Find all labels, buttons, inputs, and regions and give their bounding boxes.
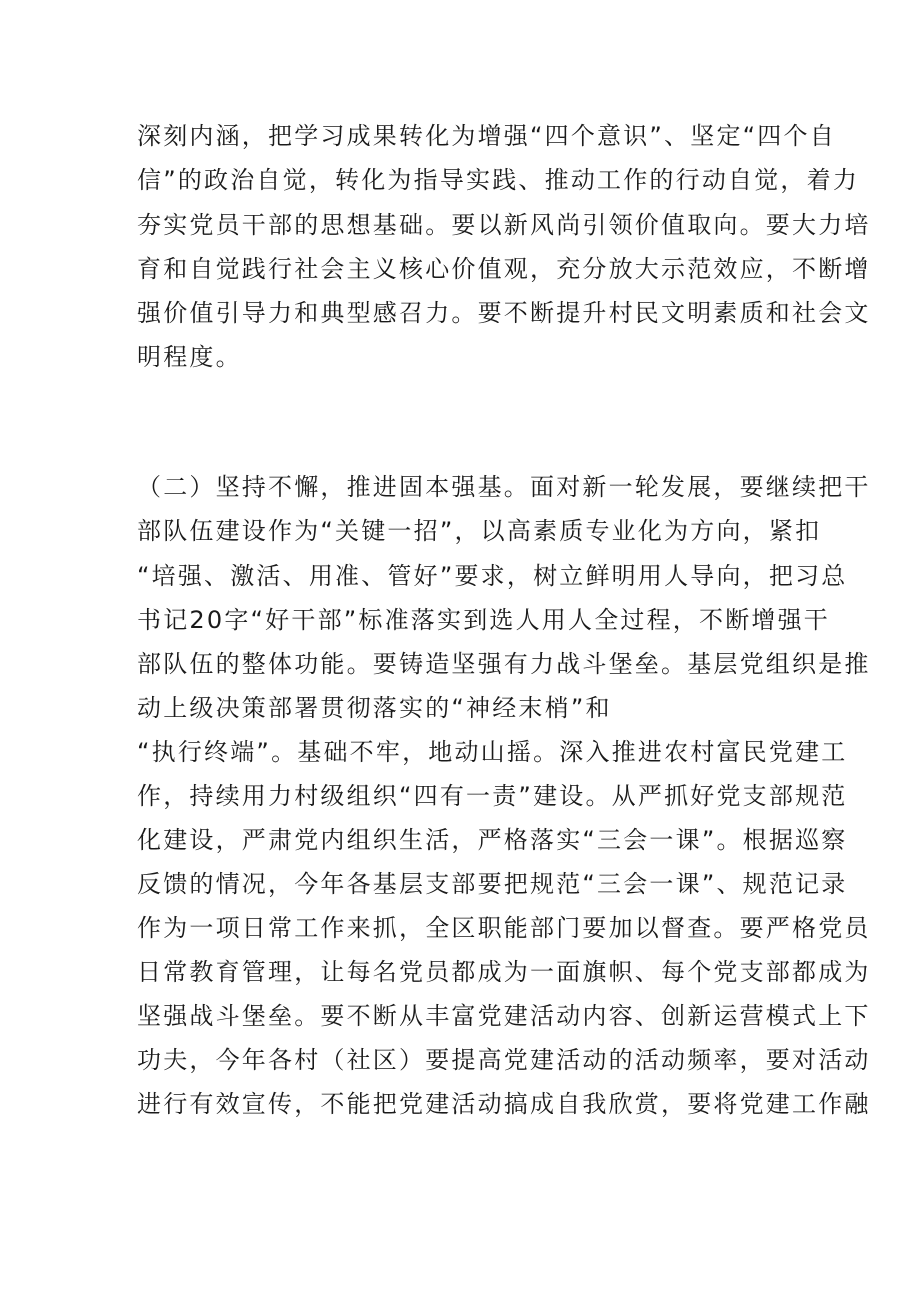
paragraph-line: 信”的政治自觉，转化为指导实践、推动工作的行动自觉，着力	[137, 166, 860, 194]
paragraph-line: （二）坚持不懈，推进固本强基。面对新一轮发展，要继续把干	[137, 473, 871, 501]
paragraph-line: 部队伍建设作为“关键一招”，以高素质专业化为方向，紧扣	[137, 517, 822, 545]
paragraph-line: 作为一项日常工作来抓，全区职能部门要加以督查。要严格党员	[137, 914, 871, 942]
paragraph-line: 日常教育管理，让每名党员都成为一面旗帜、每个党支部都成为	[137, 958, 871, 986]
paragraph-line: “执行终端”。基础不牢，地动山摇。深入推进农村富民党建工	[137, 738, 848, 766]
paragraph-line: 进行有效宣传，不能把党建活动搞成自我欣赏，要将党建工作融	[137, 1090, 871, 1118]
paragraph-line: 育和自觉践行社会主义核心价值观，充分放大示范效应，不断增	[137, 255, 871, 283]
paragraph-line: 反馈的情况，今年各基层支部要把规范“三会一课”、规范记录	[137, 870, 848, 898]
paragraph-line: 明程度。	[137, 343, 242, 371]
paragraph-line: 化建设，严肃党内组织生活，严格落实“三会一课”。根据巡察	[137, 826, 848, 854]
paragraph-line: 部队伍的整体功能。要铸造坚强有力战斗堡垒。基层党组织是推	[137, 650, 871, 678]
paragraph-line: 夯实党员干部的思想基础。要以新风尚引领价值取向。要大力培	[137, 211, 871, 239]
paragraph-line: 坚强战斗堡垒。要不断从丰富党建活动内容、创新运营模式上下	[137, 1002, 871, 1030]
paragraph-line: “培强、激活、用准、管好”要求，树立鲜明用人导向，把习总	[137, 562, 848, 590]
paragraph-line: 深刻内涵，把学习成果转化为增强“四个意识”、坚定“四个自	[137, 122, 836, 150]
paragraph-line: 功夫，今年各村（社区）要提高党建活动的活动频率，要对活动	[137, 1046, 871, 1074]
paragraph-line: 强价值引导力和典型感召力。要不断提升村民文明素质和社会文	[137, 299, 871, 327]
paragraph-line: 书记20字“好干部”标准落实到选人用人全过程，不断增强干	[137, 606, 831, 634]
paragraph-line: 作，持续用力村级组织“四有一责”建设。从严抓好党支部规范	[137, 782, 848, 810]
paragraph-line: 动上级决策部署贯彻落实的“神经末梢”和	[137, 694, 612, 722]
